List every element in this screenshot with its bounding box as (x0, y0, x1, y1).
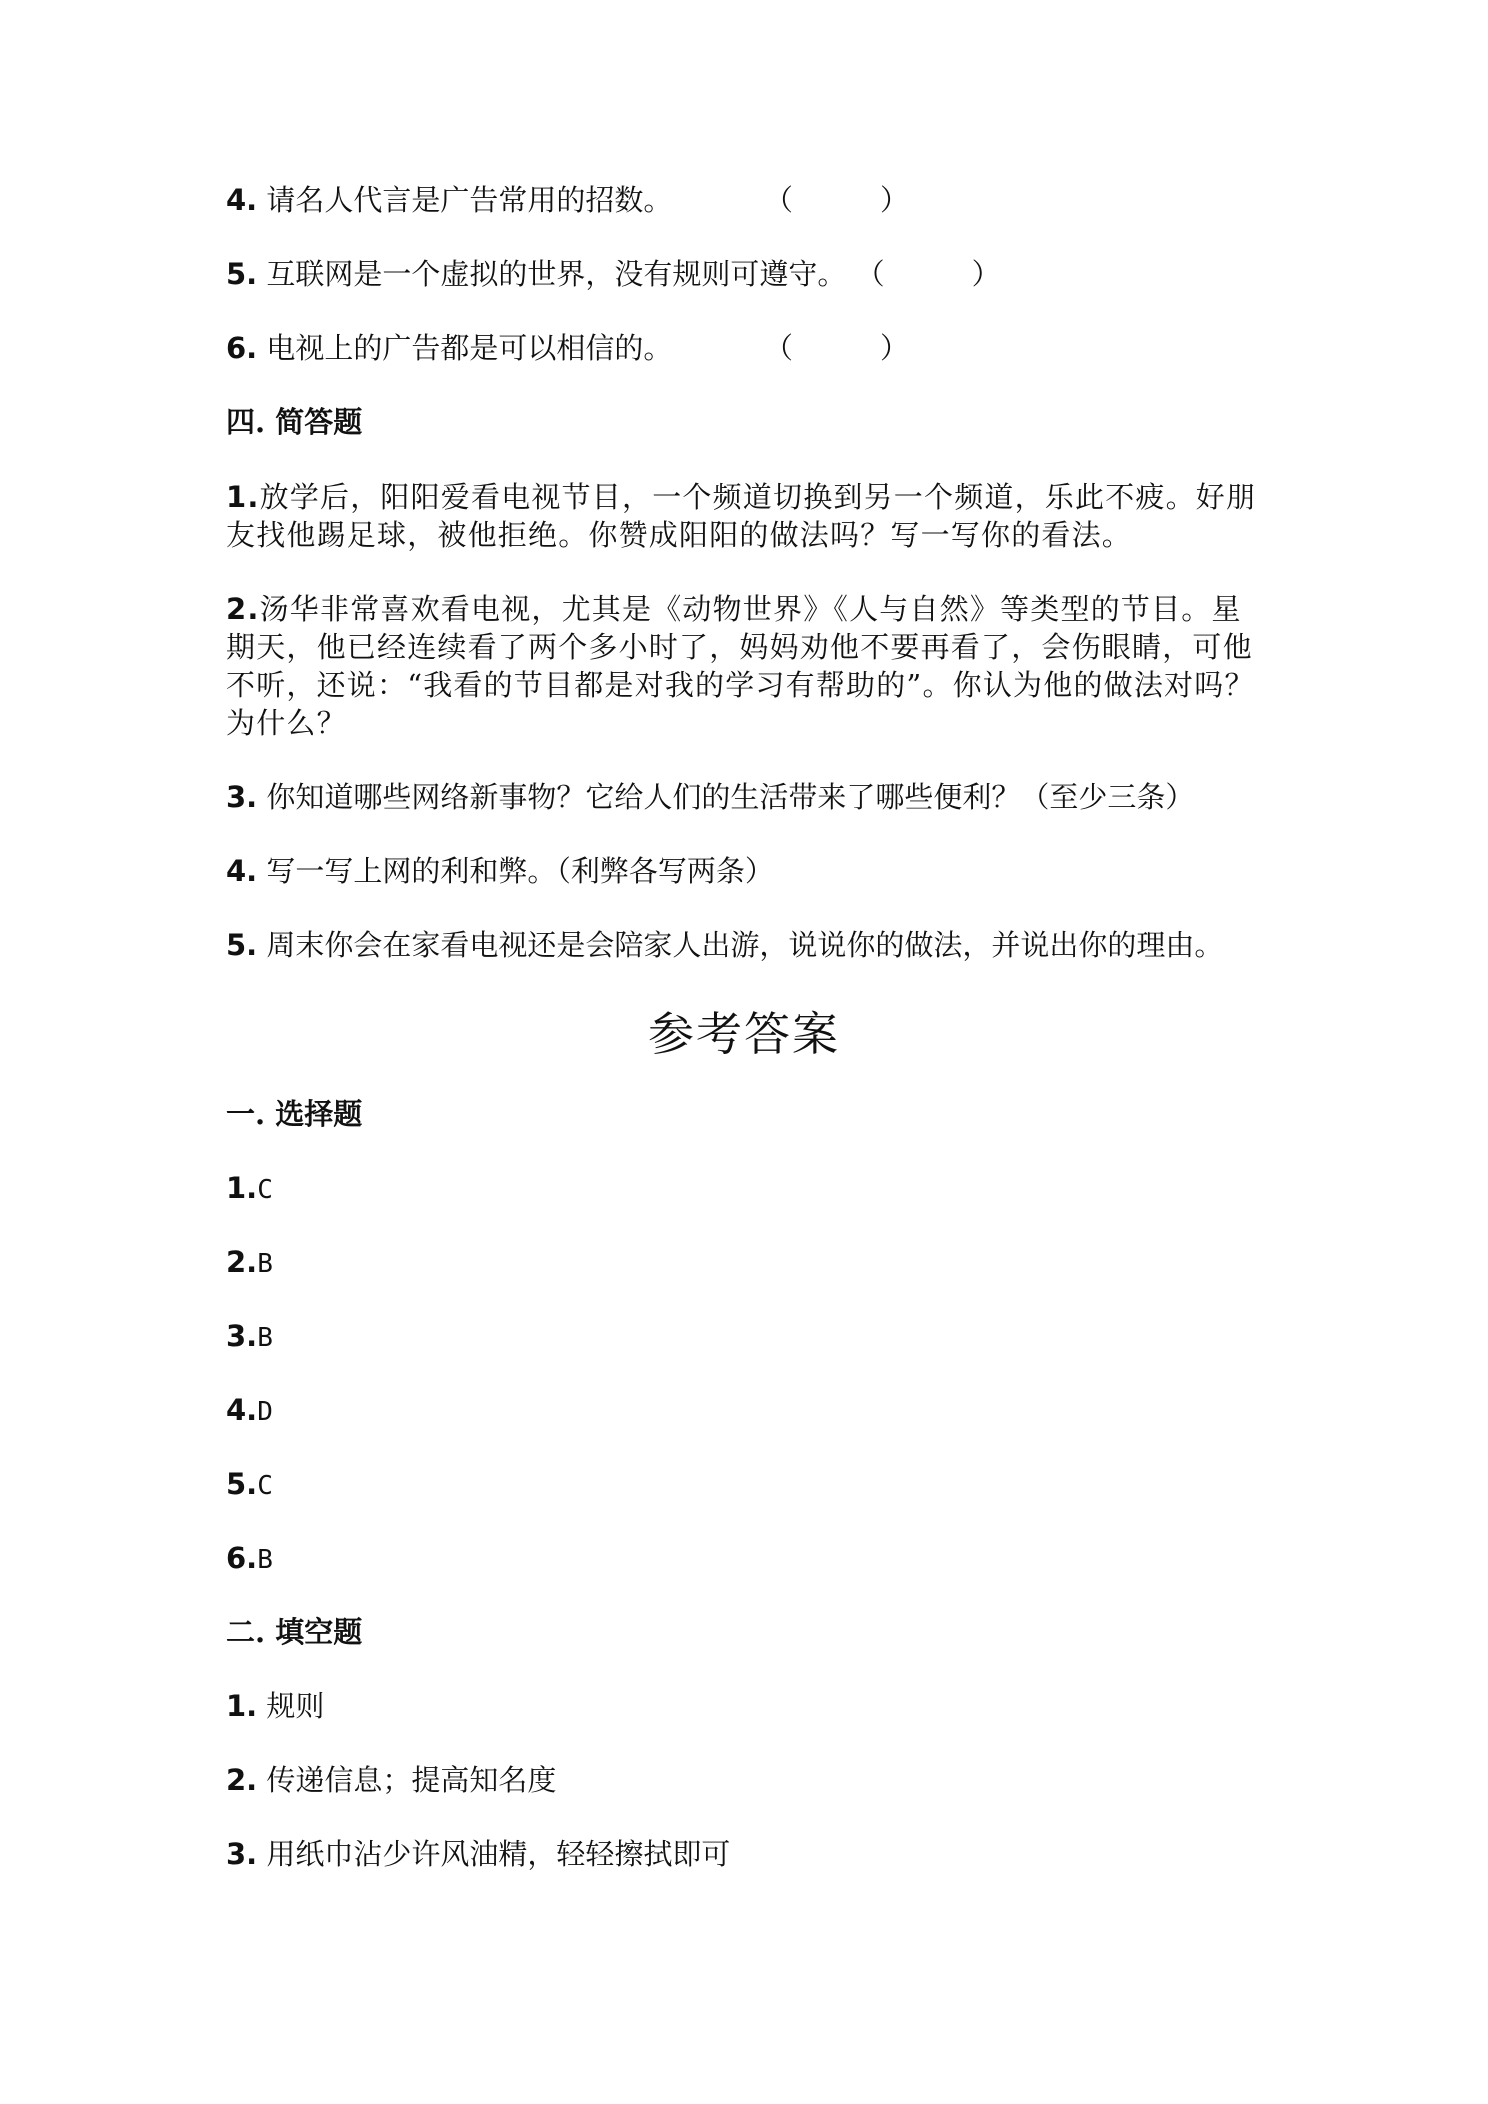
item-number: 2. (226, 1763, 258, 1797)
item-number: 3. (226, 780, 258, 814)
item-number: 1. (226, 1171, 258, 1205)
answer-value: 传递信息；提高知名度 (266, 1763, 557, 1797)
item-number: 4. (226, 183, 258, 217)
short-answer-item-4 (226, 853, 774, 890)
item-text: 周末你会在家看电视还是会陪家人出游，说说你的做法，并说出你的理由。 (266, 928, 1224, 962)
choice-answer-4 (226, 1392, 273, 1431)
item-number: 3. (226, 1319, 258, 1353)
item-text: 请名人代言是广告常用的招数。 (266, 183, 673, 217)
section-heading-fill: 二. 填空题 (226, 1615, 363, 1649)
judge-item-4 (226, 182, 672, 219)
item-number: 6. (226, 1541, 258, 1575)
item-text: 电视上的广告都是可以相信的。 (266, 331, 673, 365)
choice-answer-2 (226, 1244, 273, 1283)
choice-answer-1 (226, 1170, 273, 1209)
fill-answer-1 (226, 1688, 324, 1725)
answer-value: B (257, 1249, 273, 1279)
answer-paren: （ ） (855, 257, 1001, 291)
answer-value: 规则 (266, 1689, 325, 1723)
answer-value: B (257, 1323, 273, 1353)
item-text: 汤华非常喜欢看电视，尤其是《动物世界》《人与自然》等类型的节目。星期天，他已经连续看了两个多小时了，妈妈劝他不要再看了，会伤眼睛，可他不听，还说：“我看的节目都是对我的学习有帮助的”。你认为他的做法对吗？为什么？ (226, 592, 1255, 740)
choice-answer-5 (226, 1466, 273, 1505)
item-number: 5. (226, 1467, 258, 1501)
item-number: 4. (226, 854, 258, 888)
short-answer-item-1 (226, 478, 1266, 554)
item-number: 1. (226, 480, 260, 514)
answer-paren: （ ） (764, 183, 910, 217)
answer-value: D (257, 1397, 273, 1427)
item-number: 5. (226, 257, 258, 291)
item-text: 放学后，阳阳爱看电视节目，一个频道切换到另一个频道，乐此不疲。好朋友找他踢足球，被他拒绝。你赞成阳阳的做法吗？写一写你的看法。 (226, 480, 1257, 552)
fill-answer-3 (226, 1836, 730, 1873)
fill-answer-2 (226, 1762, 556, 1799)
answer-paren: （ ） (764, 331, 910, 365)
answer-value: 用纸巾沾少许风油精，轻轻擦拭即可 (266, 1837, 731, 1871)
section-heading-short-answer: 四. 简答题 (226, 405, 363, 439)
short-answer-item-5 (226, 927, 1223, 964)
judge-item-6 (226, 330, 672, 367)
answer-value: B (257, 1545, 273, 1575)
choice-answer-3 (226, 1318, 273, 1357)
item-text: 写一写上网的利和弊。（利弊各写两条） (266, 854, 774, 888)
item-text: 你知道哪些网络新事物？它给人们的生活带来了哪些便利？（至少三条） (266, 780, 1195, 814)
item-number: 2. (226, 1245, 258, 1279)
answer-key-title: 参考答案 (648, 1007, 840, 1061)
item-number: 2. (226, 592, 260, 626)
judge-item-5 (226, 256, 1001, 293)
short-answer-item-2 (226, 590, 1266, 742)
section-heading-choice: 一. 选择题 (226, 1097, 363, 1131)
choice-answer-6 (226, 1540, 273, 1579)
item-number: 6. (226, 331, 258, 365)
item-text: 互联网是一个虚拟的世界，没有规则可遵守。 (266, 257, 847, 291)
item-number: 3. (226, 1837, 258, 1871)
item-number: 5. (226, 928, 258, 962)
answer-value: C (257, 1175, 273, 1205)
item-number: 1. (226, 1689, 258, 1723)
answer-value: C (257, 1471, 273, 1501)
item-number: 4. (226, 1393, 258, 1427)
short-answer-item-3 (226, 779, 1194, 816)
